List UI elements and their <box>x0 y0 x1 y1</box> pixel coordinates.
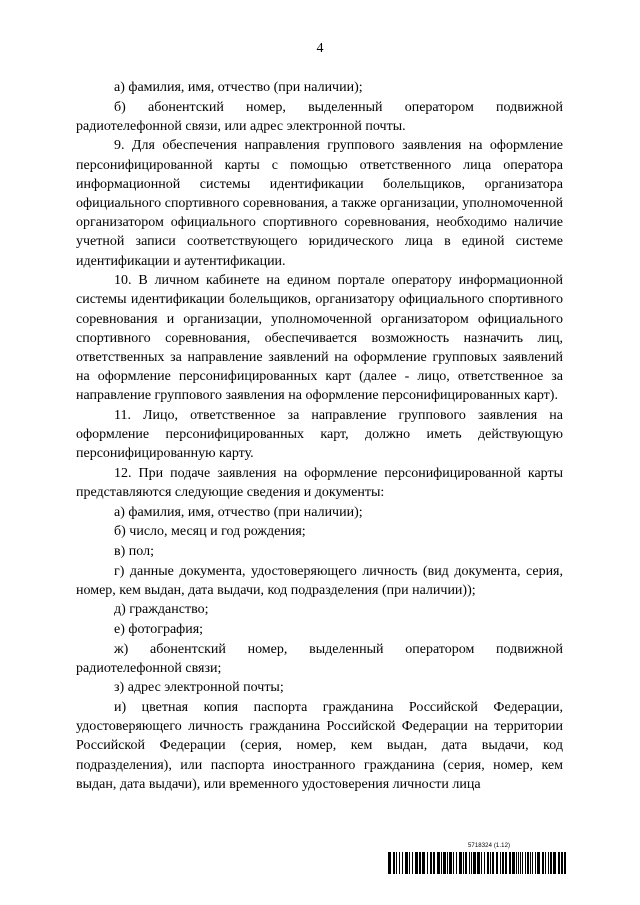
page-number: 4 <box>316 41 324 56</box>
paragraph: 9. Для обеспечения направления группового заявления на оформление персонифицированной карты с помощью ответственного лица оператора информационной системы идентификации болельщиков, организатора официального спортивного соревнования, а также организации, уполномоченной организатором официального спортивного соревнования, необходимо наличие учетной записи соответствующего юридического лица в единой системе идентификации и аутентификации. <box>76 138 563 269</box>
paragraph: 12. При подаче заявления на оформление персонифицированной карты представляются следующие сведения и документы: <box>76 466 563 501</box>
barcode <box>388 852 566 874</box>
paragraph: в) пол; <box>114 544 154 559</box>
paragraph: д) гражданство; <box>114 602 209 618</box>
paragraph: 10. В личном кабинете на едином портале оператору информационной системы идентификации болельщиков, организатору официального спортивного соревнования и организации, уполномоченной организатором официального спортивного соревнования, обеспечивается возможность назначить лиц, ответственных за направление заявлений на оформление групповых заявлений на оформление персонифицированных карт (далее - лицо, ответственное за направление группового заявления на оформление персонифицированных карт). <box>76 273 563 404</box>
paragraph: е) фотография; <box>114 621 204 637</box>
paragraph: а) фамилия, имя, отчество (при наличии); <box>114 80 363 95</box>
document-code: 5718324 (1.12) <box>468 843 511 849</box>
paragraph: б) абонентский номер, выделенный оператором подвижной радиотелефонной связи, или адрес электронной почты. <box>76 99 563 134</box>
paragraph: з) адрес электронной почты; <box>114 680 284 696</box>
paragraph: ж) абонентский номер, выделенный оператором подвижной радиотелефонной связи; <box>76 641 563 676</box>
paragraph: и) цветная копия паспорта гражданина Российской Федерации, удостоверяющего личность гражданина Российской Федерации на территории Российской Федерации (серия, номер, кем выдан, дата выдачи, код подразделения), или паспорта иностранного гражданина (серия, номер, кем выдан, дата выдачи), или временного удостоверения личности лица <box>76 699 563 792</box>
paragraph: г) данные документа, удостоверяющего личность (вид документа, серия, номер, кем выдан, дата выдачи, код подразделения (при наличии)); <box>76 563 563 598</box>
document-body <box>76 78 563 794</box>
paragraph: а) фамилия, имя, отчество (при наличии); <box>114 504 363 520</box>
paragraph: 11. Лицо, ответственное за направление группового заявления на оформление персонифицированных карт, должно иметь действующую персонифицированную карту. <box>76 408 563 462</box>
paragraph: б) число, месяц и год рождения; <box>114 524 306 540</box>
